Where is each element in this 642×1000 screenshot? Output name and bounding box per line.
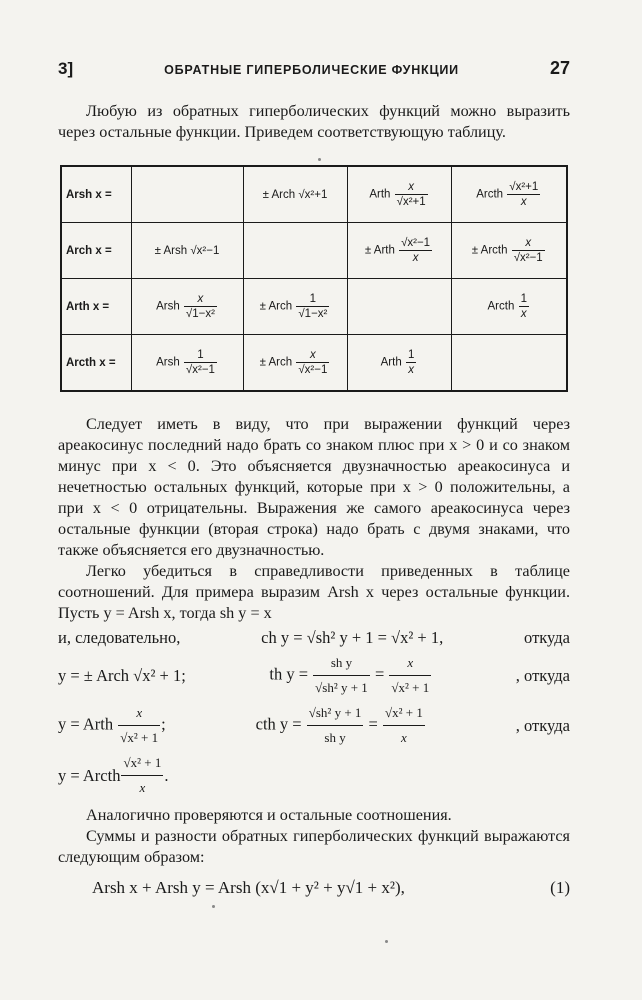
paragraph-similar: Аналогично проверяются и остальные соотношения.	[86, 806, 452, 824]
denominator: x	[383, 725, 425, 749]
denominator: √x²+1	[396, 196, 426, 208]
numerator: √sh² y + 1	[308, 705, 362, 720]
print-speck	[385, 940, 388, 943]
denominator: x	[121, 775, 163, 799]
chapter-title: ОБРАТНЫЕ ГИПЕРБОЛИЧЕСКИЕ ФУНКЦИИ	[164, 63, 459, 77]
func-name: ± Arth	[364, 244, 395, 257]
numerator: 1	[197, 349, 204, 361]
table-cell	[243, 279, 347, 335]
running-header	[58, 58, 570, 79]
numerator: x	[309, 349, 316, 361]
print-speck	[318, 158, 321, 161]
fraction	[313, 652, 370, 699]
fraction	[507, 181, 540, 208]
func-name: Arsh	[156, 356, 180, 369]
fraction	[399, 237, 432, 264]
numerator: x	[136, 705, 143, 720]
denominator: √1−x²	[185, 308, 215, 320]
fraction	[406, 349, 416, 376]
eq-lhs: y = Arth	[58, 714, 114, 734]
table-cell: ± Arch √x²+1	[243, 166, 347, 223]
row-label: Arsh x =	[61, 166, 131, 223]
row-label: Arth x =	[61, 279, 131, 335]
table-cell	[131, 335, 243, 392]
table-cell	[347, 335, 451, 392]
denominator: sh y	[307, 725, 364, 749]
empty-cell	[347, 279, 451, 335]
eq-lhs: y = Arcth	[58, 765, 121, 785]
book-page	[58, 58, 570, 898]
numerator: √x²−1	[401, 237, 431, 249]
fraction	[519, 293, 529, 320]
intro-paragraph: Любую из обратных гиперболических функций можно выразить через остальные функции. Приведем соответствующую таблицу.	[58, 102, 570, 141]
func-name: Arcth	[487, 300, 515, 313]
table-cell	[347, 223, 451, 279]
table-cell: ± Arsh √x²−1	[131, 223, 243, 279]
numerator: x	[408, 181, 415, 193]
table-cell	[451, 223, 567, 279]
eq-cth-group	[256, 702, 426, 749]
numerator: x	[525, 237, 532, 249]
fraction	[512, 237, 545, 264]
numerator: 1	[309, 293, 317, 305]
numerator: x	[197, 293, 204, 305]
semicolon: ;	[161, 714, 166, 734]
eq-lead-text: и, следовательно,	[58, 628, 181, 647]
denominator: x	[507, 194, 540, 208]
table-row	[61, 279, 567, 335]
eq-lhs: th y =	[269, 664, 308, 684]
fraction	[184, 349, 217, 376]
empty-cell	[131, 166, 243, 223]
eq-th-group	[269, 652, 432, 699]
fraction	[296, 349, 329, 376]
equation-1	[58, 878, 570, 898]
numerator: √x² + 1	[123, 755, 162, 770]
table-cell	[347, 166, 451, 223]
fraction	[121, 752, 163, 799]
eq-expression: y = ± Arch √x² + 1;	[58, 665, 186, 685]
func-name: ± Arch	[259, 356, 293, 369]
eq-expression: ch y = √sh² y + 1 = √x² + 1,	[261, 628, 444, 647]
table-cell	[243, 335, 347, 392]
eq-arth-group	[58, 702, 166, 749]
func-name: Arsh	[156, 300, 180, 313]
fraction	[296, 293, 329, 320]
denominator: √x²−1	[185, 364, 215, 376]
func-name: Arth	[380, 356, 402, 369]
eq-tail-text: , откуда	[515, 715, 570, 735]
equation-cth	[58, 702, 570, 749]
denominator: √x² + 1	[118, 725, 160, 749]
denominator: √sh² y + 1	[313, 675, 370, 699]
table-cell	[451, 166, 567, 223]
table-cell	[131, 279, 243, 335]
equals-sign: =	[374, 664, 385, 684]
eq-tail-text: откуда	[524, 628, 570, 647]
fraction	[395, 181, 428, 208]
denominator: √x² + 1	[389, 675, 431, 699]
fraction	[307, 702, 364, 749]
fraction	[184, 293, 217, 320]
func-name: Arth	[369, 188, 391, 201]
denominator: √x²−1	[298, 364, 328, 376]
page-number: 27	[549, 58, 570, 78]
equation-number: (1)	[550, 878, 570, 897]
equation-ch	[58, 627, 570, 649]
empty-cell	[451, 335, 567, 392]
print-speck	[212, 905, 215, 908]
func-name: ± Arcth	[471, 244, 508, 257]
equation-th	[58, 652, 570, 699]
period: .	[164, 765, 169, 785]
denominator: x	[406, 362, 416, 376]
row-label: Arch x =	[61, 223, 131, 279]
eq-lhs: cth y =	[255, 714, 302, 734]
paragraph-verification: Легко убедиться в справедливости приведенных в таблице соотношений. Для примера выразим Arsh x через остальные функции. Пусть y = Arsh x, тогда sh y = x	[58, 562, 570, 622]
denominator: x	[519, 306, 529, 320]
func-name: Arcth	[476, 188, 504, 201]
denominator: x	[399, 250, 432, 264]
equals-sign: =	[368, 714, 378, 734]
numerator: 1	[520, 293, 527, 305]
numerator: √x² + 1	[384, 705, 423, 720]
func-name: ± Arch	[259, 300, 293, 313]
fraction	[389, 652, 431, 699]
table-cell	[451, 279, 567, 335]
table-row	[61, 166, 567, 223]
relations-table	[60, 165, 568, 392]
section-number: 3]	[58, 59, 74, 78]
paragraph-sums: Суммы и разности обратных гиперболических функций выражаются следующим образом:	[58, 827, 570, 866]
denominator: √x²−1	[513, 252, 543, 264]
equation-arcth	[58, 752, 570, 799]
eq-tail-text: , откуда	[515, 665, 570, 685]
table-row	[61, 335, 567, 392]
numerator: x	[407, 655, 414, 670]
eq-expression: Arsh x + Arsh y = Arsh (x√1 + y² + y√1 + x²),	[92, 878, 405, 897]
fraction	[383, 702, 425, 749]
fraction	[118, 702, 160, 749]
table-row	[61, 223, 567, 279]
row-label: Arcth x =	[61, 335, 131, 392]
paragraph-sign-note: Следует иметь в виду, что при выражении функций через ареакосинус последний надо брать со знаком плюс при x > 0 и со знаком минус при x < 0. Это объясняется двузначностью ареакосинуса и нечетностью остальных функций, которые при x > 0 положительны, а при x < 0 отрицательны. Выражения же самого ареакосинуса через остальные функции (вторая строка) надо брать с двумя знаками, что также объясняется его двузначностью.	[58, 415, 570, 559]
denominator: √1−x²	[298, 308, 328, 320]
numerator: √x²+1	[509, 181, 539, 193]
numerator: 1	[407, 349, 415, 361]
numerator: sh y	[330, 655, 353, 670]
empty-cell	[243, 223, 347, 279]
